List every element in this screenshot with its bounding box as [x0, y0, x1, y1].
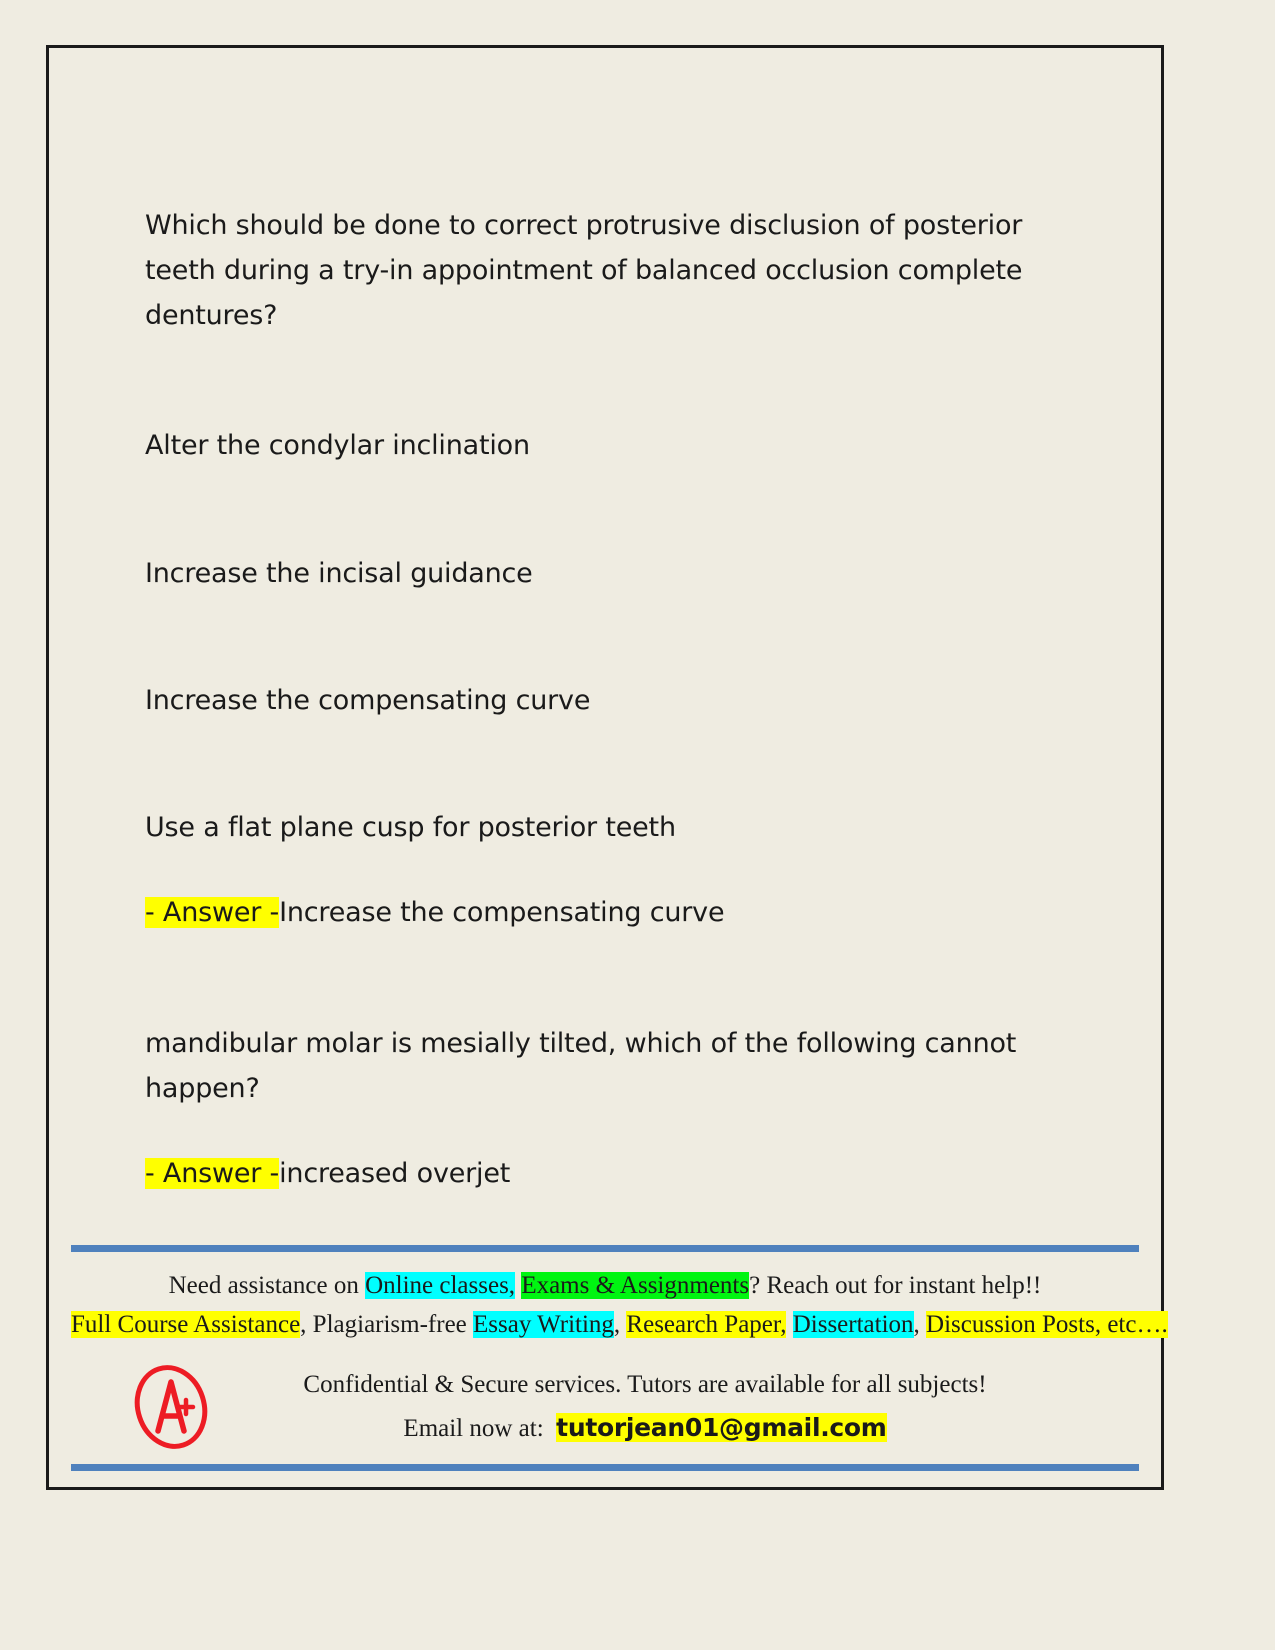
answer-1-line: [145, 890, 1045, 935]
footer-line1-part-a: Need assistance on: [168, 1272, 366, 1299]
email-address[interactable]: tutorjean01@gmail.com: [556, 1412, 887, 1442]
footer-line-2: [71, 1306, 1168, 1344]
footer-divider-top: [71, 1245, 1139, 1252]
spacer: [145, 338, 1045, 423]
footer-research-paper: Research Paper,: [626, 1311, 787, 1338]
footer-line2-part-h: ,: [913, 1311, 927, 1338]
document-content: [145, 203, 1045, 1196]
footer-line2-part-b: , Plagiarism-free: [300, 1311, 474, 1338]
footer-line-1: [71, 1268, 1139, 1304]
answer-2-line: [145, 1151, 1045, 1196]
aplus-logo: [71, 1364, 271, 1450]
footer-line-3: Confidential & Secure services. Tutors are available for all subjects!: [303, 1370, 987, 1398]
document-page: [46, 45, 1168, 1490]
footer-exams-assignments: Exams & Assignments: [521, 1272, 750, 1299]
promo-footer: [71, 1245, 1168, 1471]
answer-1-label: - Answer -: [145, 897, 280, 928]
footer-line1-part-e: ? Reach out for instant help!!: [749, 1272, 1042, 1299]
footer-dissertation: Dissertation: [792, 1311, 914, 1338]
footer-lower: [71, 1364, 1139, 1450]
footer-lower-text: [271, 1366, 1139, 1449]
answer-2-text: increased overjet: [279, 1158, 511, 1189]
option-2: Increase the incisal guidance: [145, 558, 533, 589]
aplus-logo-icon: [128, 1364, 214, 1450]
question-2: mandibular molar is mesially tilted, which of the following cannot happen?: [145, 1028, 1017, 1104]
spacer: [145, 596, 1045, 678]
answer-1-text: Increase the compensating curve: [279, 897, 725, 928]
email-label: Email now at:: [403, 1414, 544, 1442]
spacer: [145, 935, 1045, 1021]
spacer: [145, 468, 1045, 551]
footer-line-4: [271, 1408, 1019, 1449]
footer-online-classes: Online classes,: [365, 1272, 516, 1299]
footer-line2-part-d: ,: [613, 1311, 627, 1338]
spacer: [145, 1111, 1045, 1151]
option-1: Alter the condylar inclination: [145, 430, 530, 461]
option-3: Increase the compensating curve: [145, 685, 591, 716]
spacer: [145, 850, 1045, 890]
answer-2-label: - Answer -: [145, 1158, 280, 1189]
footer-discussion-posts: Discussion Posts, etc….: [926, 1311, 1168, 1338]
footer-full-course-assistance: Full Course Assistance: [71, 1311, 301, 1338]
footer-essay-writing: Essay Writing: [473, 1311, 614, 1338]
option-4: Use a flat plane cusp for posterior teeth: [145, 812, 676, 843]
footer-divider-bottom: [71, 1464, 1139, 1471]
question-1: Which should be done to correct protrusive disclusion of posterior teeth during a try-in appointment of balanced occlusion complete dentures?: [145, 210, 1023, 331]
footer-line2-gap: [786, 1311, 792, 1338]
spacer: [145, 723, 1045, 805]
